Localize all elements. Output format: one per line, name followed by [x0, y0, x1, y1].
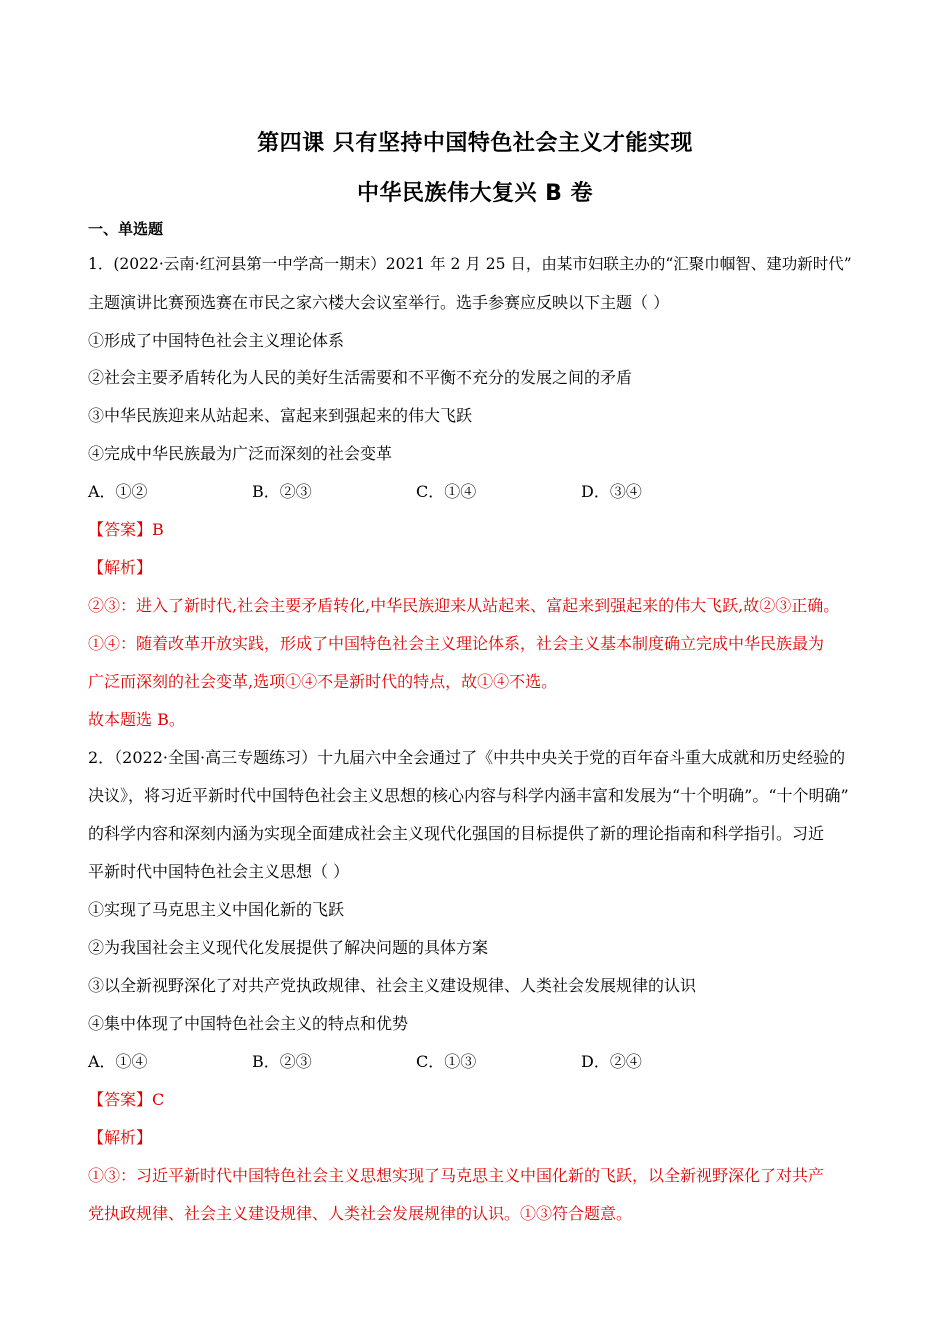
- q1-item: ①形成了中国特色社会主义理论体系: [88, 331, 345, 350]
- q1-analysis-line: ①④：随着改革开放实践，形成了中国特色社会主义理论体系，社会主义基本制度确立完成中华民族最为: [88, 634, 825, 653]
- q2-item: ④集中体现了中国特色社会主义的特点和优势: [88, 1014, 409, 1033]
- q2-item: ②为我国社会主义现代化发展提供了解决问题的具体方案: [88, 938, 489, 957]
- page-title-line2: 中华民族伟大复兴 B 卷: [356, 181, 594, 206]
- section-heading: 一、单选题: [88, 220, 164, 238]
- q2-stem-line: 的科学内容和深刻内涵为实现全面建成社会主义现代化强国的目标提供了新的理论指南和科学指引。习近: [88, 824, 825, 843]
- q2-option-b: B．②③: [252, 1052, 312, 1071]
- page-title-line1: 第四课 只有坚持中国特色社会主义才能实现: [257, 131, 693, 156]
- q1-option-b: B．②③: [252, 482, 312, 501]
- q1-analysis-label: 【解析】: [88, 558, 153, 577]
- q1-answer: 【答案】B: [88, 520, 164, 539]
- q1-analysis-line: 广泛而深刻的社会变革,选项①④不是新时代的特点，故①④不选。: [88, 672, 558, 691]
- q2-option-d: D．②④: [581, 1052, 642, 1071]
- q1-option-c: C．①④: [416, 482, 477, 501]
- q1-item: ②社会主要矛盾转化为人民的美好生活需要和不平衡不充分的发展之间的矛盾: [88, 368, 633, 387]
- q1-stem-line2: 主题演讲比赛预选赛在市民之家六楼大会议室举行。选手参赛应反映以下主题（ ）: [88, 293, 670, 312]
- q2-analysis-label: 【解析】: [88, 1128, 153, 1147]
- q2-item: ③以全新视野深化了对共产党执政规律、社会主义建设规律、人类社会发展规律的认识: [88, 976, 697, 995]
- q2-option-c: C．①③: [416, 1052, 477, 1071]
- q1-analysis-line: ②③：进入了新时代,社会主要矛盾转化,中华民族迎来从站起来、富起来到强起来的伟大飞跃,故②③正确。: [88, 596, 840, 615]
- q2-stem-line: 决议》，将习近平新时代中国特色社会主义思想的核心内容与科学内涵丰富和发展为“十个明确”。“十个明确”: [88, 786, 849, 805]
- q1-item: ④完成中华民族最为广泛而深刻的社会变革: [88, 444, 393, 463]
- q2-analysis-line: ①③：习近平新时代中国特色社会主义思想实现了马克思主义中国化新的飞跃，以全新视野深化了对共产: [88, 1166, 825, 1185]
- q1-conclusion: 故本题选 B。: [88, 710, 185, 729]
- q2-analysis-line: 党执政规律、社会主义建设规律、人类社会发展规律的认识。①③符合题意。: [88, 1204, 633, 1223]
- q2-item: ①实现了马克思主义中国化新的飞跃: [88, 900, 345, 919]
- q1-option-d: D．③④: [581, 482, 642, 501]
- q2-answer: 【答案】C: [88, 1090, 165, 1109]
- q2-option-a: A．①④: [88, 1052, 148, 1071]
- q1-item: ③中华民族迎来从站起来、富起来到强起来的伟大飞跃: [88, 406, 473, 425]
- q1-stem-line1: 1．(2022·云南·红河县第一中学高一期末）2021 年 2 月 25 日，由某市妇联主办的“汇聚巾帼智、建功新时代”: [88, 255, 852, 273]
- q1-option-a: A．①②: [88, 482, 148, 501]
- q2-stem-line: 平新时代中国特色社会主义思想（ ）: [88, 862, 350, 881]
- q2-stem-line: 2．（2022·全国·高三专题练习）十九届六中全会通过了《中共中央关于党的百年奋斗重大成就和历史经验的: [88, 748, 846, 767]
